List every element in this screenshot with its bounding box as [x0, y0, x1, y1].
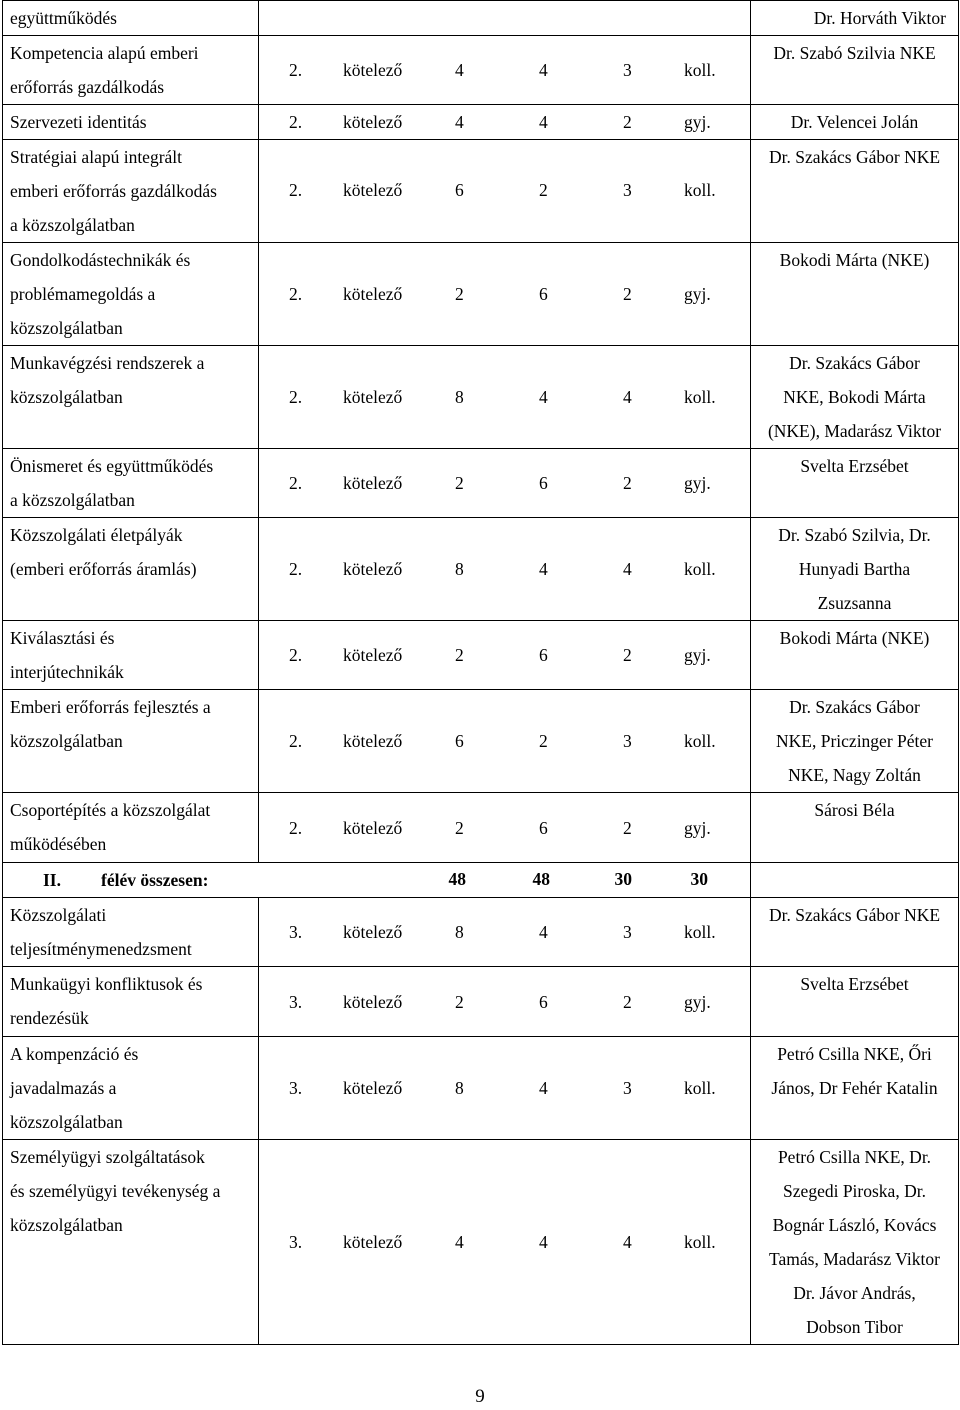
field-h2: 2 — [539, 731, 548, 751]
cell-line: a közszolgálatban — [10, 215, 135, 235]
course-data-cell — [259, 1037, 751, 1140]
instructor-cell — [751, 36, 959, 105]
cell-line: Zsuzsanna — [817, 593, 892, 613]
course-name-cell — [3, 1140, 259, 1345]
field-type: kötelező — [343, 1078, 403, 1098]
course-name-cell — [3, 105, 259, 140]
table-row — [3, 346, 959, 449]
field-ex: koll. — [684, 387, 716, 407]
field-ex: koll. — [684, 1078, 716, 1098]
cell-line: Stratégiai alapú integrált — [10, 147, 183, 167]
table-row — [3, 793, 959, 863]
field-cr: 4 — [623, 559, 632, 579]
course-data-cell — [259, 898, 751, 967]
field-h2: 4 — [539, 559, 548, 579]
field-type: kötelező — [343, 922, 403, 942]
cell-line: működésében — [10, 834, 107, 854]
table-row — [3, 518, 959, 621]
field-sem: 2. — [289, 60, 303, 80]
field-h1: 6 — [455, 180, 464, 200]
table-row — [3, 36, 959, 105]
instructor-cell — [751, 105, 959, 140]
field-sem: 2. — [289, 387, 303, 407]
cell-line: teljesítménymenedzsment — [10, 939, 192, 959]
instructor-cell — [751, 621, 959, 690]
cell-line: Bokodi Márta (NKE) — [779, 250, 930, 270]
field-type: kötelező — [343, 387, 403, 407]
cell-line: Szervezeti identitás — [10, 112, 147, 132]
field-h1: 2 — [455, 992, 464, 1012]
course-data-cell — [259, 243, 751, 346]
cell-line: Dr. Szakács Gábor NKE — [768, 147, 941, 167]
instructor-cell — [751, 1037, 959, 1140]
total-empty-cell — [751, 863, 959, 898]
total-h1: 48 — [448, 869, 466, 889]
field-ex: koll. — [684, 60, 716, 80]
cell-line: Kiválasztási és — [10, 628, 115, 648]
cell-line: Hunyadi Bartha — [798, 559, 911, 579]
course-data-cell — [259, 621, 751, 690]
total-cr: 30 — [614, 869, 632, 889]
field-type: kötelező — [343, 1232, 403, 1252]
course-name-cell — [3, 793, 259, 863]
field-cr: 4 — [623, 1232, 632, 1252]
cell-line: Dr. Szakács Gábor — [789, 697, 920, 717]
course-data-cell — [259, 1, 751, 36]
cell-line: Dr. Szakács Gábor NKE — [768, 905, 941, 925]
semester-total-row — [3, 863, 959, 898]
field-sem: 2. — [289, 818, 303, 838]
field-ex: koll. — [684, 922, 716, 942]
field-ex: koll. — [684, 731, 716, 751]
table-row — [3, 967, 959, 1037]
cell-line: Bognár László, Kovács — [772, 1215, 937, 1235]
course-data-cell — [259, 1140, 751, 1345]
cell-line: Dr. Horváth Viktor — [813, 8, 946, 28]
field-h1: 4 — [455, 1232, 464, 1252]
cell-line: NKE, Priczinger Péter — [776, 731, 933, 751]
course-name-cell — [3, 36, 259, 105]
cell-line: Munkaügyi konfliktusok és — [10, 974, 203, 994]
field-ex: gyj. — [684, 992, 711, 1012]
field-h1: 8 — [455, 559, 464, 579]
table-row — [3, 621, 959, 690]
field-h2: 4 — [539, 1232, 548, 1252]
field-cr: 2 — [623, 473, 632, 493]
table-row — [3, 243, 959, 346]
field-type: kötelező — [343, 992, 403, 1012]
field-type: kötelező — [343, 473, 403, 493]
field-h2: 4 — [539, 60, 548, 80]
field-sem: 3. — [289, 1232, 303, 1252]
cell-line: Dr. Jávor András, — [793, 1283, 916, 1303]
field-cr: 2 — [623, 112, 632, 132]
field-sem: 2. — [289, 559, 303, 579]
cell-line: Közszolgálati életpályák — [10, 525, 183, 545]
field-sem: 2. — [289, 473, 303, 493]
field-type: kötelező — [343, 645, 403, 665]
cell-line: NKE, Nagy Zoltán — [788, 765, 921, 785]
cell-line: erőforrás gazdálkodás — [10, 77, 165, 97]
cell-line: javadalmazás a — [10, 1078, 117, 1098]
course-name-cell — [3, 449, 259, 518]
field-h2: 6 — [539, 284, 548, 304]
field-ex: gyj. — [684, 818, 711, 838]
field-sem: 3. — [289, 1078, 303, 1098]
field-h1: 2 — [455, 645, 464, 665]
field-cr: 3 — [623, 60, 632, 80]
field-h1: 2 — [455, 284, 464, 304]
cell-line: és személyügyi tevékenység a — [10, 1181, 221, 1201]
cell-line: Dr. Szakács Gábor — [789, 353, 920, 373]
field-h1: 6 — [455, 731, 464, 751]
field-type: kötelező — [343, 112, 403, 132]
field-sem: 2. — [289, 284, 303, 304]
cell-line: Munkavégzési rendszerek a — [10, 353, 205, 373]
field-h1: 4 — [455, 112, 464, 132]
total-label: félév összesen: — [101, 870, 209, 890]
table-row — [3, 105, 959, 140]
table-row — [3, 690, 959, 793]
instructor-cell — [751, 967, 959, 1037]
cell-line: közszolgálatban — [10, 731, 123, 751]
field-h2: 6 — [539, 818, 548, 838]
cell-line: A kompenzáció és — [10, 1044, 139, 1064]
field-h2: 6 — [539, 473, 548, 493]
course-name-cell — [3, 690, 259, 793]
course-data-cell — [259, 518, 751, 621]
curriculum-table — [2, 0, 959, 1345]
field-ex: gyj. — [684, 473, 711, 493]
course-name-cell — [3, 898, 259, 967]
course-name-cell — [3, 1037, 259, 1140]
field-ex: gyj. — [684, 112, 711, 132]
field-cr: 4 — [623, 387, 632, 407]
course-data-cell — [259, 967, 751, 1037]
page-number: 9 — [475, 1386, 485, 1407]
field-type: kötelező — [343, 180, 403, 200]
field-ex: koll. — [684, 559, 716, 579]
field-h2: 4 — [539, 387, 548, 407]
table-row — [3, 140, 959, 243]
cell-line: Szegedi Piroska, Dr. — [783, 1181, 926, 1201]
field-ex: gyj. — [684, 645, 711, 665]
table-row — [3, 1140, 959, 1345]
cell-line: Emberi erőforrás fejlesztés a — [10, 697, 211, 717]
instructor-cell — [751, 346, 959, 449]
field-h1: 4 — [455, 60, 464, 80]
instructor-cell — [751, 1, 959, 36]
cell-line: Dr. Szabó Szilvia NKE — [773, 43, 936, 63]
field-h2: 2 — [539, 180, 548, 200]
course-data-cell — [259, 105, 751, 140]
cell-line: Személyügyi szolgáltatások — [10, 1147, 205, 1167]
field-cr: 3 — [623, 1078, 632, 1098]
field-sem: 3. — [289, 922, 303, 942]
table-row — [3, 1037, 959, 1140]
total-label-cell — [3, 863, 259, 898]
course-data-cell — [259, 140, 751, 243]
field-type: kötelező — [343, 60, 403, 80]
cell-line: közszolgálatban — [10, 1215, 123, 1235]
cell-line: a közszolgálatban — [10, 490, 135, 510]
cell-line: Svelta Erzsébet — [800, 456, 909, 476]
cell-line: János, Dr Fehér Katalin — [771, 1078, 938, 1098]
semester-number: II. — [43, 870, 61, 890]
cell-line: Önismeret és együttműködés — [10, 456, 214, 476]
cell-line: közszolgálatban — [10, 318, 123, 338]
field-ex: gyj. — [684, 284, 711, 304]
total-h2: 48 — [532, 869, 550, 889]
field-cr: 2 — [623, 645, 632, 665]
course-name-cell — [3, 140, 259, 243]
field-h1: 2 — [455, 473, 464, 493]
course-name-cell — [3, 346, 259, 449]
course-name-cell — [3, 243, 259, 346]
field-cr: 3 — [623, 180, 632, 200]
instructor-cell — [751, 1140, 959, 1345]
cell-line: rendezésük — [10, 1008, 89, 1028]
cell-line: interjútechnikák — [10, 662, 124, 682]
instructor-cell — [751, 690, 959, 793]
field-cr: 2 — [623, 284, 632, 304]
field-h1: 2 — [455, 818, 464, 838]
field-h1: 8 — [455, 1078, 464, 1098]
course-name-cell — [3, 518, 259, 621]
course-data-cell — [259, 346, 751, 449]
cell-line: (NKE), Madarász Viktor — [767, 421, 942, 441]
cell-line: Dr. Velencei Jolán — [790, 112, 919, 132]
field-type: kötelező — [343, 818, 403, 838]
cell-line: Dr. Szabó Szilvia, Dr. — [778, 525, 931, 545]
field-cr: 2 — [623, 818, 632, 838]
total-values-cell — [259, 863, 751, 898]
field-sem: 2. — [289, 731, 303, 751]
cell-line: Svelta Erzsébet — [800, 974, 909, 994]
cell-line: közszolgálatban — [10, 1112, 123, 1132]
field-h2: 4 — [539, 922, 548, 942]
table-row — [3, 898, 959, 967]
cell-line: Petró Csilla NKE, Dr. — [777, 1147, 932, 1167]
table-row — [3, 449, 959, 518]
cell-line: Közszolgálati — [10, 905, 107, 925]
instructor-cell — [751, 140, 959, 243]
field-ex: koll. — [684, 1232, 716, 1252]
cell-line: együttműködés — [10, 8, 117, 28]
field-h2: 6 — [539, 645, 548, 665]
cell-line: Gondolkodástechnikák és — [10, 250, 191, 270]
instructor-cell — [751, 793, 959, 863]
field-sem: 2. — [289, 645, 303, 665]
cell-line: Csoportépítés a közszolgálat — [10, 800, 211, 820]
cell-line: Bokodi Márta (NKE) — [779, 628, 930, 648]
cell-line: Petró Csilla NKE, Őri — [777, 1044, 932, 1064]
field-ex: koll. — [684, 180, 716, 200]
field-h2: 4 — [539, 112, 548, 132]
cell-line: Dobson Tibor — [806, 1317, 903, 1337]
cell-line: emberi erőforrás gazdálkodás — [10, 181, 217, 201]
course-data-cell — [259, 36, 751, 105]
cell-line: (emberi erőforrás áramlás) — [10, 559, 197, 579]
field-cr: 2 — [623, 992, 632, 1012]
field-type: kötelező — [343, 284, 403, 304]
total-ex: 30 — [690, 869, 708, 889]
table-row — [3, 1, 959, 36]
cell-line: Kompetencia alapú emberi — [10, 43, 199, 63]
field-h1: 8 — [455, 922, 464, 942]
cell-line: NKE, Bokodi Márta — [783, 387, 926, 407]
instructor-cell — [751, 518, 959, 621]
field-sem: 3. — [289, 992, 303, 1012]
instructor-cell — [751, 449, 959, 518]
field-sem: 2. — [289, 112, 303, 132]
cell-line: Tamás, Madarász Viktor — [769, 1249, 940, 1269]
course-data-cell — [259, 449, 751, 518]
cell-line: Sárosi Béla — [814, 800, 895, 820]
course-name-cell — [3, 1, 259, 36]
field-cr: 3 — [623, 731, 632, 751]
field-type: kötelező — [343, 559, 403, 579]
field-h2: 4 — [539, 1078, 548, 1098]
course-data-cell — [259, 793, 751, 863]
instructor-cell — [751, 898, 959, 967]
field-sem: 2. — [289, 180, 303, 200]
cell-line: közszolgálatban — [10, 387, 123, 407]
course-data-cell — [259, 690, 751, 793]
cell-line: problémamegoldás a — [10, 284, 156, 304]
field-h2: 6 — [539, 992, 548, 1012]
field-type: kötelező — [343, 731, 403, 751]
field-cr: 3 — [623, 922, 632, 942]
course-name-cell — [3, 621, 259, 690]
field-h1: 8 — [455, 387, 464, 407]
course-name-cell — [3, 967, 259, 1037]
instructor-cell — [751, 243, 959, 346]
